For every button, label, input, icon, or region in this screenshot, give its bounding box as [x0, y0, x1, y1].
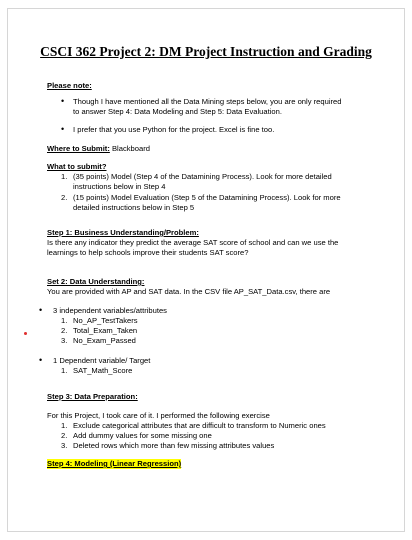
what-submit-item2-line2: detailed instructions below in Step 5 [73, 203, 195, 212]
step1-line1: Is there any indicator they predict the average SAT score of school and can we use the [47, 238, 339, 247]
note-bullet1-line2: to answer Step 4: Data Modeling and Step 5: Data Evaluation. [73, 107, 282, 116]
bullet-icon: • [61, 124, 65, 134]
bullet-icon: • [39, 305, 43, 315]
indep-item: No_AP_TestTakers [73, 316, 138, 325]
bullet-icon: • [39, 355, 43, 365]
list-number: 1. [61, 366, 68, 375]
what-submit-item2-line1: (15 points) Model Evaluation (Step 5 of the Datamining Process). Look for more [73, 193, 341, 202]
step1-line2: learnings to help schools improve their students SAT score? [47, 248, 249, 257]
list-number: 1. [61, 421, 68, 430]
step3-item: Add dummy values for some missing one [73, 431, 212, 440]
dep-item: SAT_Math_Score [73, 366, 133, 375]
submit-where-heading: Where to Submit: [47, 144, 110, 153]
note-heading: Please note: [47, 81, 92, 90]
list-number: 3. [61, 441, 68, 450]
step2-indep-label: 3 independent variables/attributes [53, 306, 167, 315]
step3-line1: For this Project, I took care of it. I performed the following exercise [47, 411, 270, 420]
step2-heading: Set 2: Data Understanding: [47, 277, 145, 286]
step2-dep-label: 1 Dependent variable/ Target [53, 356, 151, 365]
step2-line1: You are provided with AP and SAT data. In the CSV file AP_SAT_Data.csv, there are [47, 287, 331, 296]
step4-heading: Step 4: Modeling (Linear Regression) [47, 459, 182, 468]
step3-item: Deleted rows which more than few missing attributes values [73, 441, 275, 450]
document-title: CSCI 362 Project 2: DM Project Instruction and Grading [40, 44, 372, 59]
list-number: 2. [61, 431, 68, 440]
list-number: 3. [61, 336, 68, 345]
bullet-icon: • [61, 96, 65, 106]
annotation-dot [24, 332, 27, 335]
what-submit-item1-line1: (35 points) Model (Step 4 of the Datamining Process). Look for more detailed [73, 172, 332, 181]
indep-item: No_Exam_Passed [73, 336, 136, 345]
list-number: 2. [61, 326, 68, 335]
what-submit-item1-line2: instructions below in Step 4 [73, 182, 166, 191]
list-number: 2. [61, 193, 68, 202]
step3-heading: Step 3: Data Preparation: [47, 392, 138, 401]
what-submit-heading: What to submit? [47, 162, 107, 171]
submit-where-value: Blackboard [111, 144, 150, 153]
list-number: 1. [61, 316, 68, 325]
indep-item: Total_Exam_Taken [73, 326, 138, 335]
note-bullet1-line1: Though I have mentioned all the Data Mining steps below, you are only required [73, 97, 342, 106]
list-number: 1. [61, 172, 68, 181]
note-bullet2: I prefer that you use Python for the project. Excel is fine too. [73, 125, 275, 134]
step1-heading: Step 1: Business Understanding/Problem: [47, 228, 199, 237]
step3-item: Exclude categorical attributes that are difficult to transform to Numeric ones [73, 421, 326, 430]
submit-where-row [47, 144, 150, 154]
